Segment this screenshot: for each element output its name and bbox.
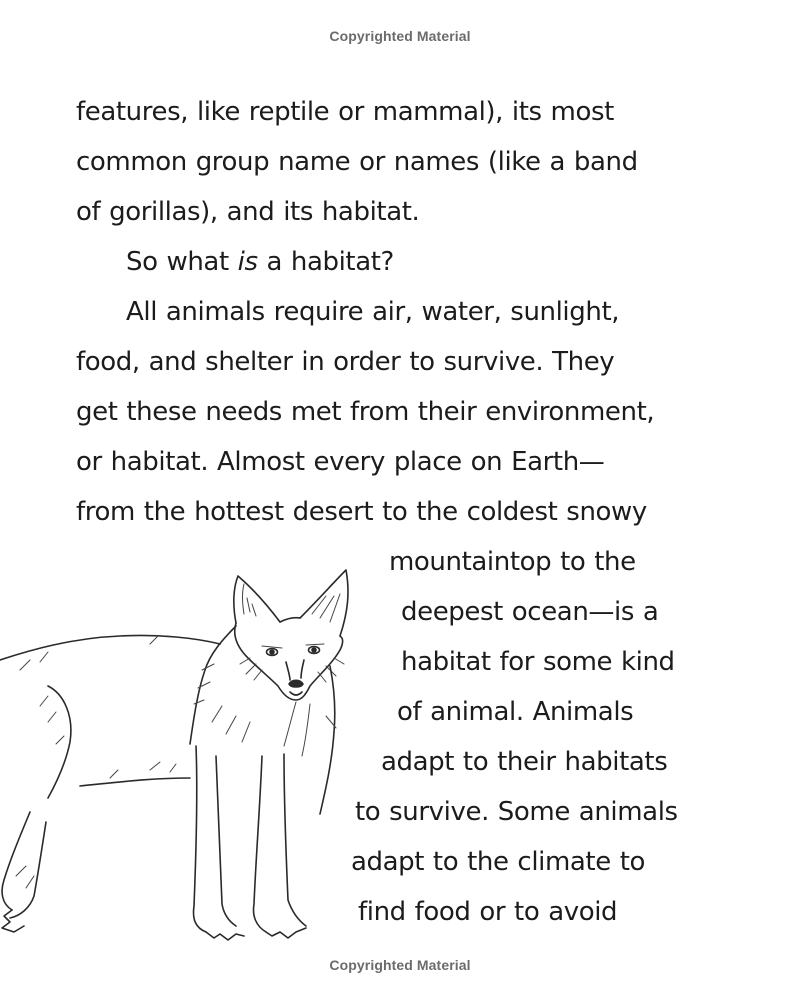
text-line-5: All animals require air, water, sunlight, bbox=[126, 297, 620, 327]
question-end: a habitat? bbox=[257, 247, 394, 277]
text-line-9: from the hottest desert to the coldest snowy bbox=[76, 497, 647, 527]
fox-face bbox=[235, 623, 343, 700]
text-line-13: of animal. Animals bbox=[397, 697, 634, 727]
text-line-3: of gorillas), and its habitat. bbox=[76, 197, 420, 227]
fox-illustration bbox=[0, 566, 360, 956]
text-line-4 bbox=[126, 244, 394, 280]
text-line-16: adapt to the climate to bbox=[351, 847, 645, 877]
copyright-watermark-bottom: Copyrighted Material bbox=[329, 957, 471, 973]
fox-front-leg-left bbox=[194, 746, 207, 932]
fox-right-ear bbox=[300, 570, 348, 636]
text-line-6: food, and shelter in order to survive. They bbox=[76, 347, 615, 377]
fox-belly bbox=[80, 778, 190, 786]
text-line-17: find food or to avoid bbox=[358, 897, 618, 927]
text-line-11: deepest ocean—is a bbox=[401, 597, 659, 627]
text-line-2: common group name or names (like a band bbox=[76, 147, 638, 177]
fox-neck bbox=[190, 626, 236, 744]
fox-hind-leg bbox=[2, 812, 30, 910]
question-start: So what bbox=[126, 247, 238, 277]
text-line-12: habitat for some kind bbox=[401, 647, 675, 677]
text-line-1: features, like reptile or mammal), its most bbox=[76, 97, 614, 127]
fox-front-leg-right bbox=[254, 756, 267, 932]
fox-nose bbox=[289, 680, 303, 687]
text-line-7: get these needs met from their environment, bbox=[76, 397, 655, 427]
text-line-15: to survive. Some animals bbox=[355, 797, 678, 827]
fox-left-ear bbox=[234, 576, 280, 623]
italic-is: is bbox=[237, 247, 258, 277]
text-line-14: adapt to their habitats bbox=[381, 747, 668, 777]
text-line-10: mountaintop to the bbox=[389, 547, 636, 577]
text-line-8: or habitat. Almost every place on Earth— bbox=[76, 447, 605, 477]
copyright-watermark-top: Copyrighted Material bbox=[329, 28, 471, 44]
fox-back bbox=[0, 635, 220, 660]
